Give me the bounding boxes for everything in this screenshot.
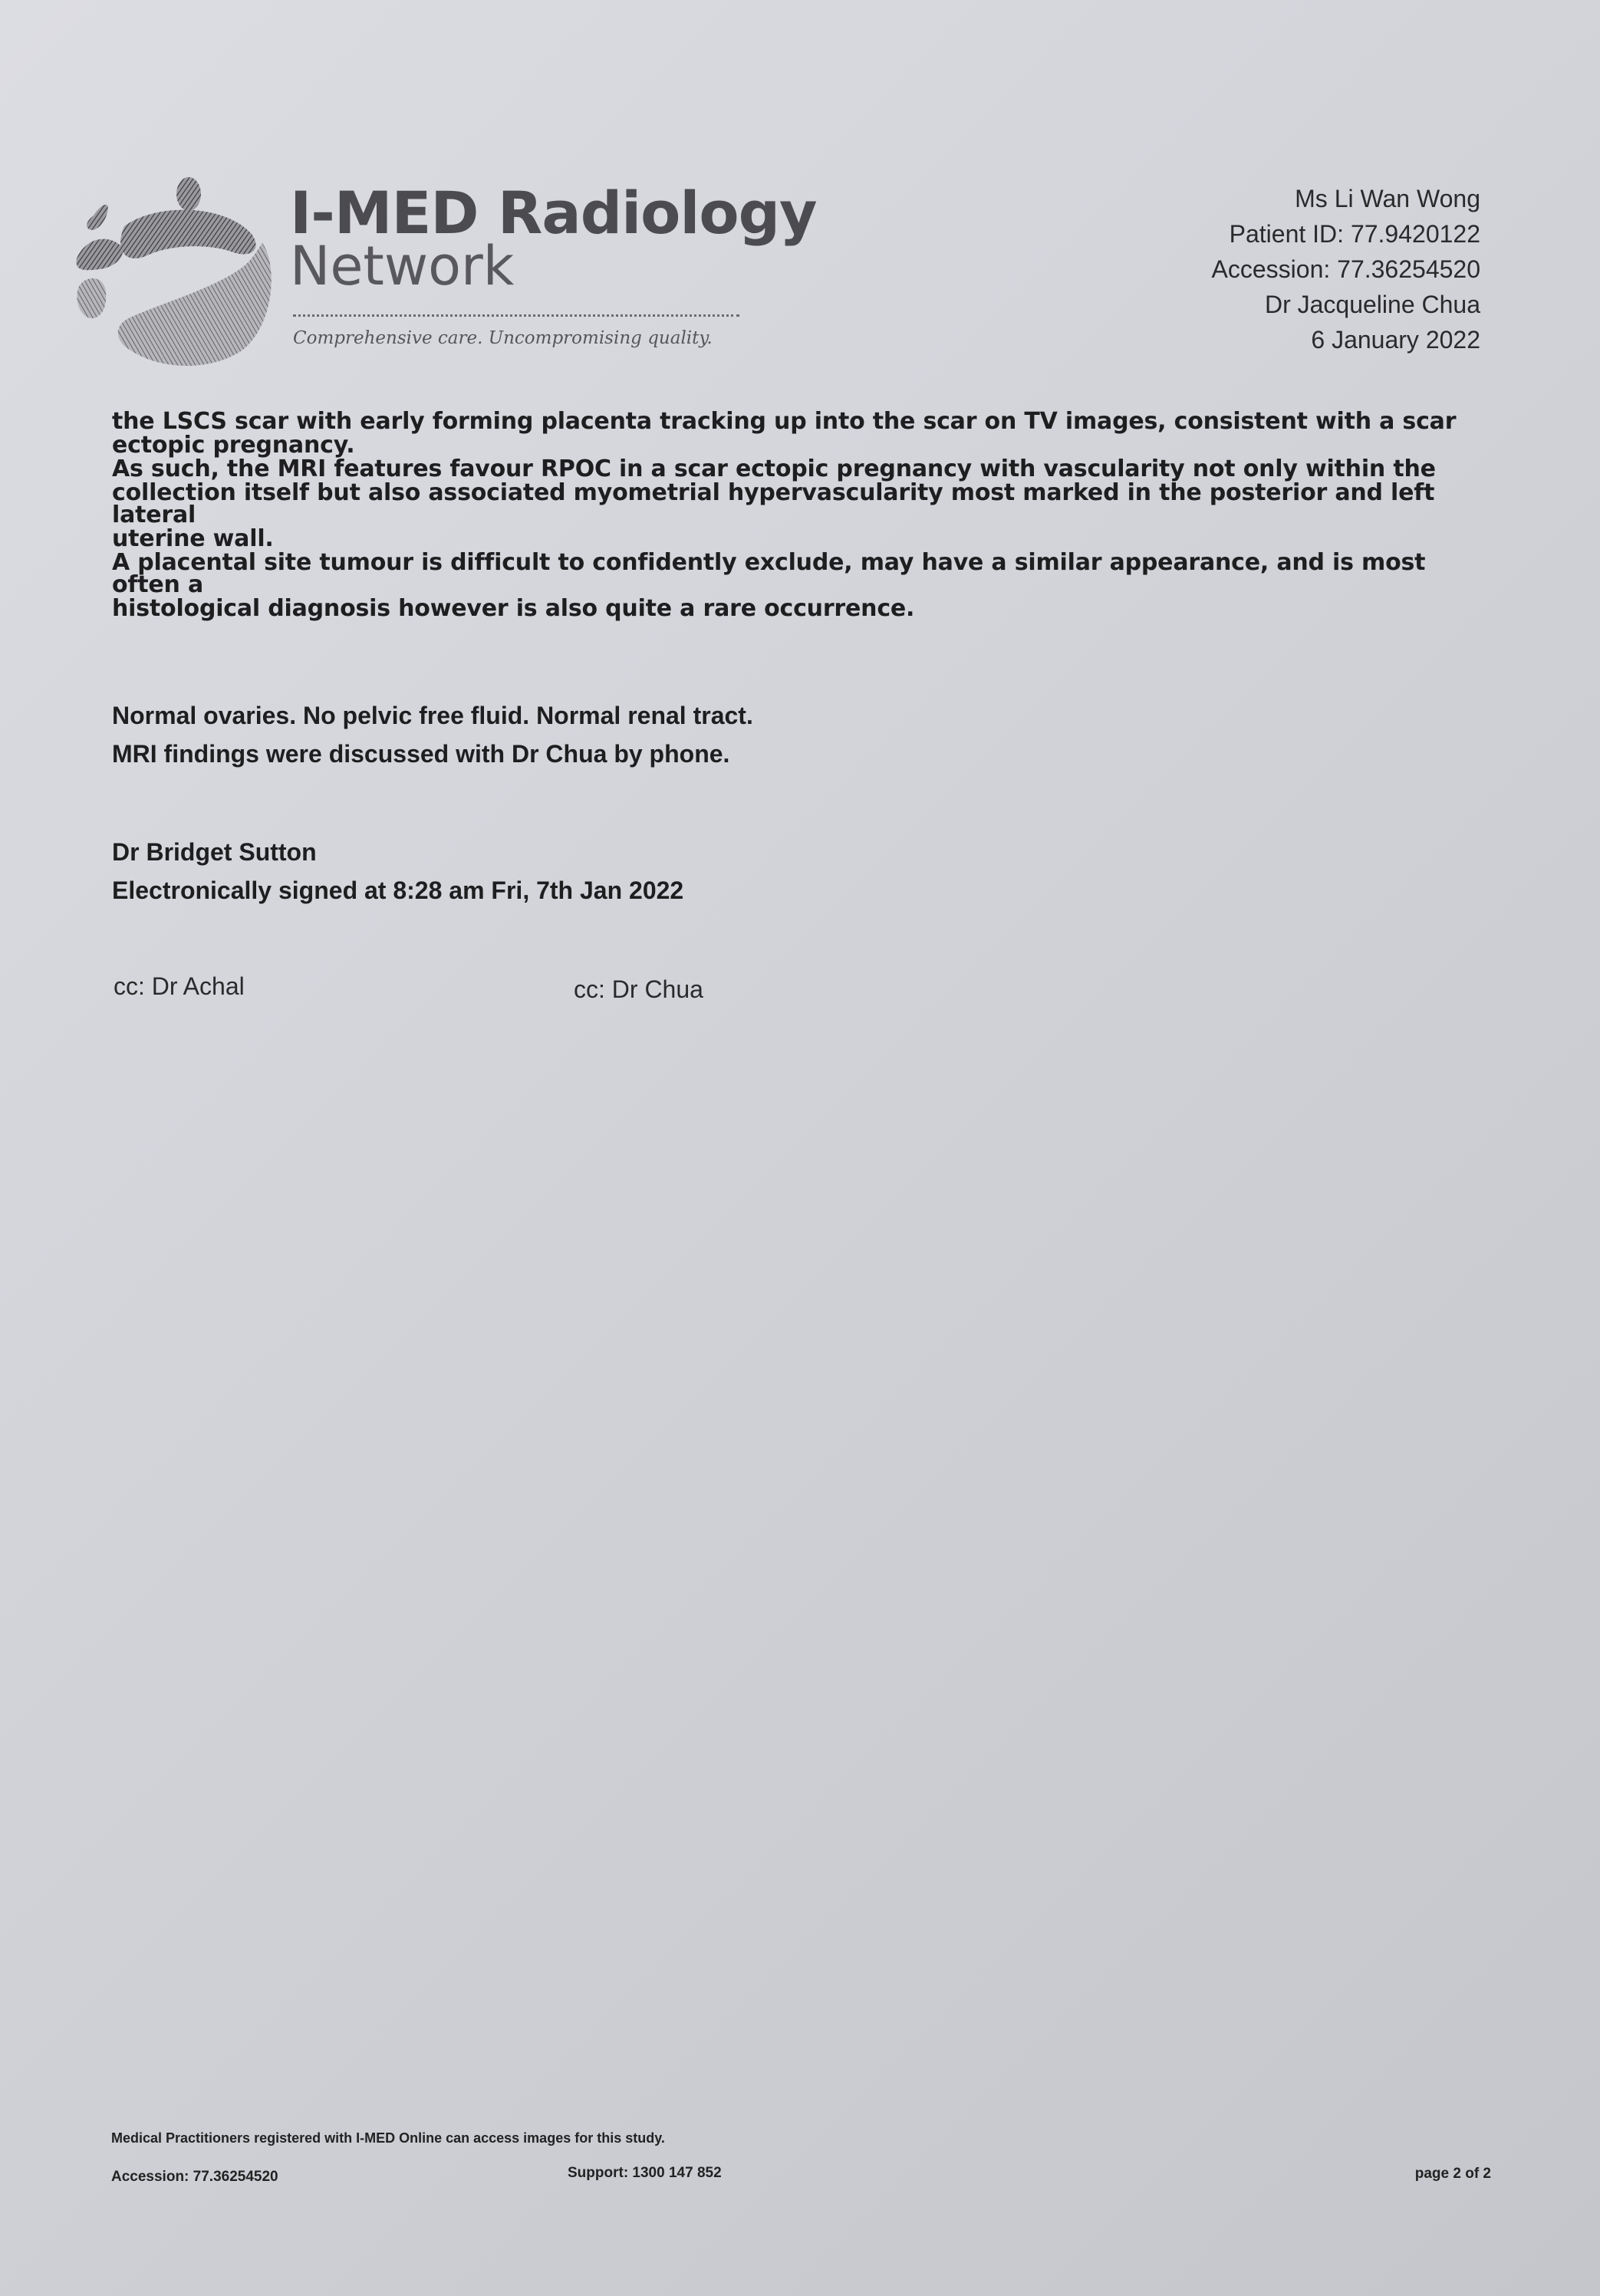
patient-id: Patient ID: 77.9420122 bbox=[1229, 220, 1480, 248]
brand-tagline: Comprehensive care. Uncompromising quality. bbox=[293, 328, 713, 348]
report-line: As such, the MRI features favour RPOC in a scar ectopic pregnancy with vascularity not only within the bbox=[112, 456, 1436, 482]
referring-doctor: Dr Jacqueline Chua bbox=[1264, 291, 1480, 318]
signature-block bbox=[112, 833, 683, 910]
footer-accession: Accession: 77.36254520 bbox=[111, 2169, 278, 2185]
footer-online-note: Medical Practitioners registered with I-MED Online can access images for this study. bbox=[111, 2130, 665, 2146]
report-line: collection itself but also associated myometrial hypervascularity most marked in the posterior and left lateral bbox=[112, 479, 1435, 528]
footer-support-number: Support: 1300 147 852 bbox=[568, 2165, 722, 2181]
brand-name-line2: Network bbox=[290, 235, 515, 298]
signed-timestamp: Electronically signed at 8:28 am Fri, 7th Jan 2022 bbox=[112, 877, 684, 904]
brand-wordmark bbox=[290, 179, 817, 298]
findings-line: Normal ovaries. No pelvic free fluid. Normal renal tract. bbox=[112, 702, 753, 729]
additional-findings bbox=[112, 696, 753, 773]
patient-details bbox=[1212, 181, 1480, 357]
cc-recipient: cc: Dr Achal bbox=[114, 972, 245, 1000]
report-line: uterine wall. bbox=[112, 525, 274, 552]
page-number: page 2 of 2 bbox=[1414, 2166, 1491, 2182]
report-date: 6 January 2022 bbox=[1311, 326, 1480, 354]
i-med-swirl-logo-icon bbox=[71, 173, 276, 369]
report-conclusion bbox=[112, 410, 1470, 621]
brand-name-line1: I-MED Radiology bbox=[290, 179, 817, 247]
report-line: A placental site tumour is difficult to confidently exclude, may have a similar appearance, and is most often a bbox=[112, 549, 1426, 598]
reporting-doctor: Dr Bridget Sutton bbox=[112, 838, 317, 866]
report-line: the LSCS scar with early forming placenta tracking up into the scar on TV images, consistent with a scar bbox=[112, 408, 1457, 435]
accession-number: Accession: 77.36254520 bbox=[1211, 255, 1480, 283]
report-line: histological diagnosis however is also quite a rare occurrence. bbox=[112, 595, 915, 622]
report-line: ectopic pregnancy. bbox=[112, 432, 355, 459]
cc-recipient: cc: Dr Chua bbox=[574, 975, 703, 1003]
brand-divider bbox=[293, 314, 739, 317]
findings-line: MRI findings were discussed with Dr Chua by phone. bbox=[112, 740, 730, 768]
patient-name: Ms Li Wan Wong bbox=[1295, 185, 1480, 212]
